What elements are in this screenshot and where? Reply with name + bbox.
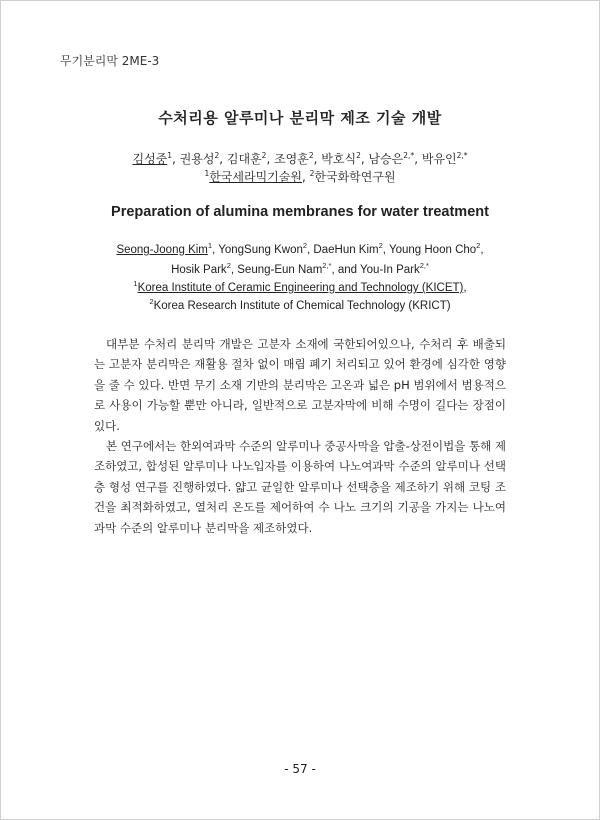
author-name: 김성중 (132, 152, 168, 166)
english-affiliation-1 (0, 279, 600, 294)
author-name: You-In Park (360, 264, 420, 276)
page-number: - 57 - (284, 762, 316, 776)
author-name: YongSung Kwon (218, 244, 303, 256)
korean-affiliations (0, 167, 600, 187)
abstract-paragraph: 대부분 수처리 분리막 개발은 고분자 소재에 국한되어있으나, 수처리 후 배출되는 고분자 분리막은 재활용 절차 없이 매립 폐기 처리되고 있어 환경에 심각한 영향을 줄 수 있다. 반면 무기 소재 기반의 분리막은 고온과 넓은 pH 범위에서 범용적으로 사용이 가능할 뿐만 아니라, 일반적으로 고분자막에 비해 수명이 길다는 장점이 있다. (94, 337, 506, 433)
affiliation-separator: , (301, 170, 310, 184)
author-separator: , (230, 264, 238, 276)
author-affiliation-mark: 2,* (419, 261, 429, 271)
author-affiliation-mark: 2 (302, 241, 308, 251)
affiliation-separator: , (463, 282, 467, 294)
author-separator: , (219, 152, 227, 166)
author-name: DaeHun Kim (313, 244, 379, 256)
author-separator: , (382, 244, 389, 256)
affiliation-name: 한국화학연구원 (314, 170, 396, 184)
author-affiliation-mark: 2,* (456, 151, 468, 160)
affiliation-mark: 1 (133, 279, 138, 289)
author-separator: , (480, 244, 484, 256)
author-name: 김대훈 (226, 152, 262, 166)
author-name: 박유인 (421, 152, 457, 166)
english-title: Preparation of alumina membranes for water treatment (111, 204, 489, 220)
session-code: 무기분리막 2ME-3 (60, 54, 160, 68)
abstract (94, 334, 506, 538)
english-authors-line2 (0, 261, 600, 276)
author-affiliation-mark: 2 (356, 151, 361, 160)
author-separator: , (360, 152, 369, 166)
author-affiliation-mark: 1 (167, 151, 173, 160)
author-affiliation-mark: 2 (214, 151, 220, 160)
affiliation-mark: 2 (309, 169, 315, 178)
author-separator: , (313, 152, 322, 166)
author-separator: , (212, 244, 219, 256)
author-name: Hosik Park (171, 264, 227, 276)
author-name: 박호식 (321, 152, 357, 166)
author-affiliation-mark: 2 (261, 151, 267, 160)
author-separator: , (266, 152, 275, 166)
affiliation-mark: 1 (204, 169, 210, 178)
author-affiliation-mark: 1 (207, 241, 213, 251)
author-affiliation-mark: 2 (308, 151, 314, 160)
affiliation-name: Korea Research Institute of Chemical Technology (KRICT) (153, 300, 451, 312)
author-affiliation-mark: 2,* (322, 261, 332, 271)
korean-authors (0, 149, 600, 169)
author-separator: , (307, 244, 314, 256)
author-affiliation-mark: 2 (476, 241, 481, 251)
author-separator: , and (331, 264, 361, 276)
author-name: 권용성 (179, 152, 215, 166)
author-name: Young Hoon Cho (388, 244, 477, 256)
affiliation-name: Korea Institute of Ceramic Engineering and Technology (KICET) (137, 282, 464, 294)
affiliation-name: 한국세라믹기술원 (209, 170, 302, 184)
english-affiliation-2 (0, 297, 600, 312)
author-separator: , (414, 152, 422, 166)
author-separator: , (172, 152, 180, 166)
author-name: 남승은 (368, 152, 404, 166)
affiliation-mark: 2 (149, 297, 154, 307)
author-name: 조영훈 (274, 152, 309, 166)
korean-title: 수처리용 알루미나 분리막 제조 기술 개발 (158, 109, 442, 127)
author-affiliation-mark: 2 (378, 241, 383, 251)
author-affiliation-mark: 2,* (403, 151, 415, 160)
author-name: Seong-Joong Kim (116, 244, 208, 256)
author-affiliation-mark: 2 (226, 261, 231, 271)
abstract-paragraph: 본 연구에서는 한외여과막 수준의 알루미나 중공사막을 압출-상전이법을 통해 제조하였고, 합성된 알루미나 나노입자를 이용하여 나노여과막 수준의 알루미나 선택층 형성 연구를 진행하였다. 얇고 균일한 알루미나 선택층을 제조하기 위해 코팅 조건을 최적화하였고, 열처리 온도를 제어하여 수 나노 크기의 기공을 가지는 나노여과막 수준의 알루미나 분리막을 제조하였다. (94, 439, 506, 535)
english-authors-line1 (0, 241, 600, 256)
author-name: Seung-Eun Nam (237, 264, 323, 276)
